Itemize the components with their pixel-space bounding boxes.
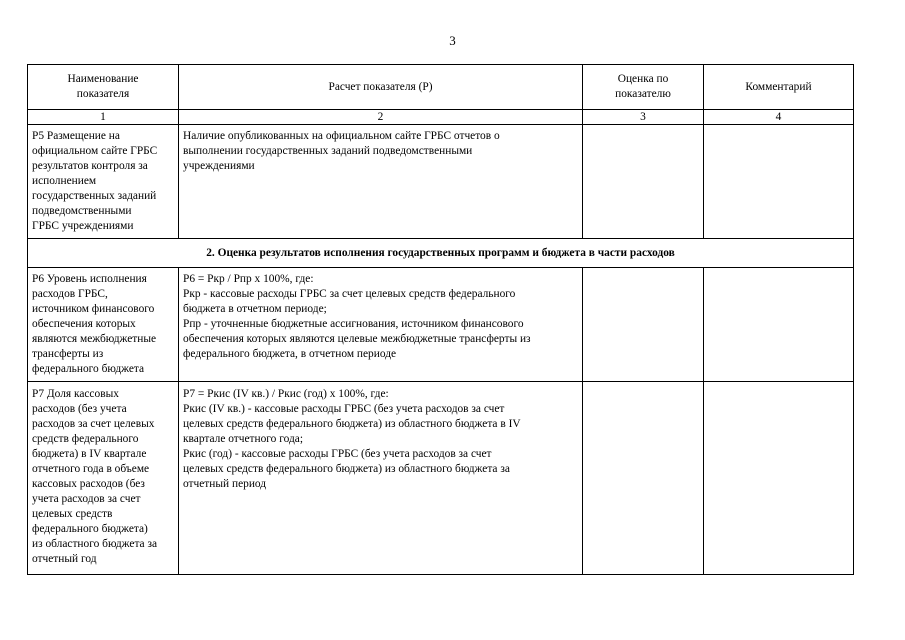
table-row-p5	[28, 125, 854, 239]
column-number: 1	[28, 110, 179, 125]
column-number-row	[28, 110, 854, 125]
column-number: 4	[704, 110, 854, 125]
calculation-cell: Р7 = Ркис (IV кв.) / Ркис (год) х 100%, где: Ркис (IV кв.) - кассовые расходы ГРБС (без учета расходов за счет целевых средств федерального бюджета) из областного бюджета в IV квартале отчетного года; Ркис (год) - кассовые расходы ГРБС (без учета расходов за счет целевых средств федерального бюджета) из областного бюджета за отчетный период	[179, 382, 583, 575]
table-row-p6	[28, 268, 854, 382]
indicator-name-cell: Р7 Доля кассовых расходов (без учета расходов за счет целевых средств федерального бюджета) в IV квартале отчетного года в объеме кассовых расходов (без учета расходов за счет целевых средств федерального бюджета) из областного бюджета за отчетный год	[28, 382, 179, 575]
header-comment: Комментарий	[704, 65, 854, 110]
column-number: 2	[179, 110, 583, 125]
header-score: Оценка по показателю	[583, 65, 704, 110]
section-heading-row	[28, 239, 854, 268]
column-number: 3	[583, 110, 704, 125]
indicators-table	[27, 64, 854, 575]
header-calculation: Расчет показателя (Р)	[179, 65, 583, 110]
indicator-name-cell: Р6 Уровень исполнения расходов ГРБС, источником финансового обеспечения которых являются межбюджетные трансферты из федерального бюджета	[28, 268, 179, 382]
calculation-cell: Наличие опубликованных на официальном сайте ГРБС отчетов о выполнении государственных заданий подведомственными учреждениями	[179, 125, 583, 239]
table-header-row	[28, 65, 854, 110]
indicator-name-cell: Р5 Размещение на официальном сайте ГРБС результатов контроля за исполнением государственных заданий подведомственными ГРБС учреждениями	[28, 125, 179, 239]
comment-cell	[704, 125, 854, 239]
comment-cell	[704, 382, 854, 575]
header-indicator-name: Наименование показателя	[28, 65, 179, 110]
score-cell	[583, 125, 704, 239]
calculation-cell: Р6 = Ркр / Рпр х 100%, где: Ркр - кассовые расходы ГРБС за счет целевых средств федерального бюджета в отчетном периоде; Рпр - уточненные бюджетные ассигнования, источником финансового обеспечения которых являются целевые межбюджетные трансферты из федерального бюджета, в отчетном периоде	[179, 268, 583, 382]
page-number: 3	[449, 33, 456, 48]
section-heading: 2. Оценка результатов исполнения государственных программ и бюджета в части расходов	[28, 239, 854, 268]
table-row-p7	[28, 382, 854, 575]
score-cell	[583, 382, 704, 575]
score-cell	[583, 268, 704, 382]
comment-cell	[704, 268, 854, 382]
